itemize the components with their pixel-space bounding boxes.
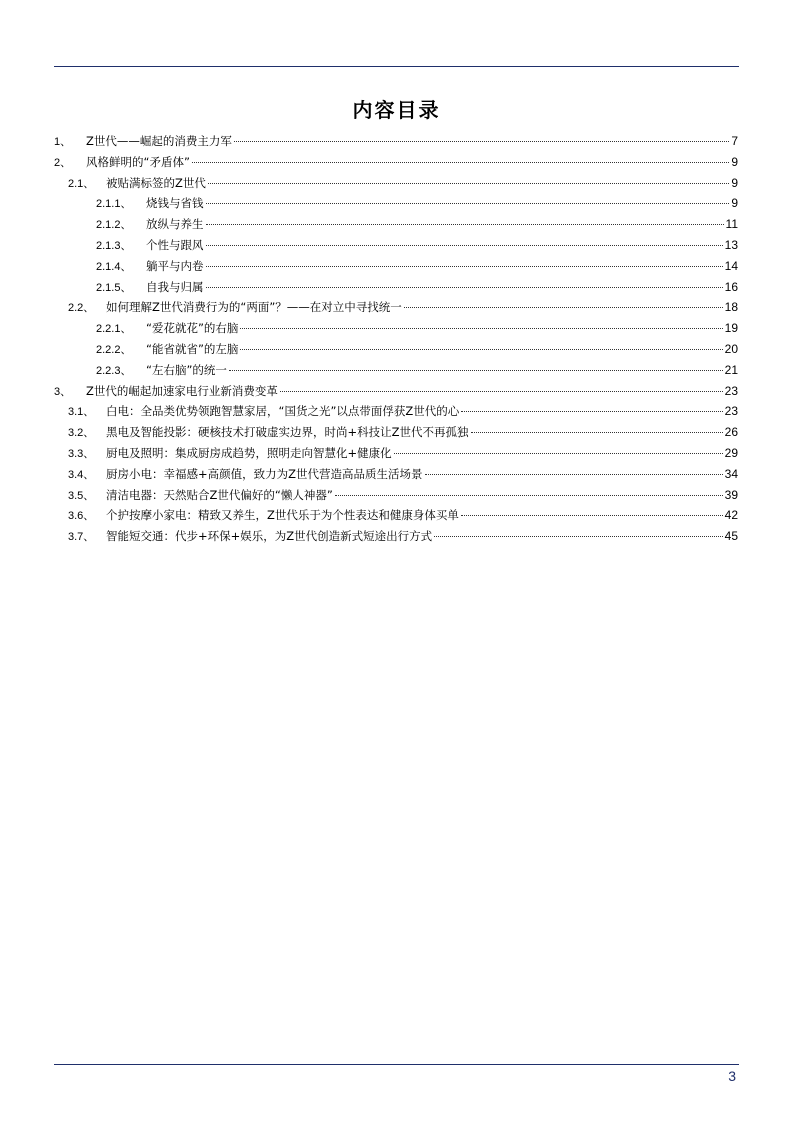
toc-entry-title: 被贴满标签的Z世代 bbox=[106, 175, 206, 190]
toc-entry-number: 1、 bbox=[54, 136, 72, 148]
toc-entry[interactable] bbox=[54, 318, 738, 339]
toc-entry-page: 9 bbox=[731, 175, 738, 190]
toc-entry-title: 如何理解Z世代消费行为的“两面”？——在对立中寻找统一 bbox=[106, 300, 402, 315]
toc-entry[interactable] bbox=[54, 173, 738, 194]
toc-leader-dots bbox=[208, 183, 729, 184]
toc-entry-page: 16 bbox=[724, 279, 738, 294]
toc-entry-title: 智能短交通：代步+环保+娱乐，为Z世代创造新式短途出行方式 bbox=[106, 529, 433, 544]
page-title: 内容目录 bbox=[352, 98, 441, 122]
toc-entry-title: 烧钱与省钱 bbox=[146, 196, 204, 211]
toc-entry[interactable] bbox=[54, 381, 738, 402]
toc-leader-dots bbox=[335, 495, 723, 496]
toc-entry-page: 39 bbox=[724, 487, 738, 502]
toc-entry-number: 3.3、 bbox=[68, 447, 95, 460]
footer-rule bbox=[54, 1064, 739, 1065]
toc-entry-page: 18 bbox=[724, 300, 738, 315]
toc-leader-dots bbox=[234, 141, 729, 142]
toc-entry[interactable] bbox=[54, 464, 738, 485]
toc-entry-number: 2.2、 bbox=[68, 302, 95, 315]
toc-entry[interactable] bbox=[54, 339, 738, 360]
toc-leader-dots bbox=[206, 287, 723, 288]
toc-entry-title: 风格鲜明的“矛盾体” bbox=[86, 154, 190, 169]
toc-leader-dots bbox=[434, 536, 722, 537]
toc-entry[interactable] bbox=[54, 152, 738, 173]
toc-entry-number: 3.7、 bbox=[68, 531, 95, 544]
toc-entry-page: 29 bbox=[724, 445, 738, 460]
toc-entry[interactable] bbox=[54, 526, 738, 547]
toc-leader-dots bbox=[394, 453, 723, 454]
toc-entry-page: 21 bbox=[724, 362, 738, 377]
toc-leader-dots bbox=[240, 349, 722, 350]
toc-entry-title: “能省就省”的左脑 bbox=[146, 341, 239, 356]
toc-entry[interactable] bbox=[54, 297, 738, 318]
toc-entry[interactable] bbox=[54, 422, 738, 443]
toc-entry-number: 2.1.3、 bbox=[96, 239, 132, 252]
toc-entry[interactable] bbox=[54, 505, 738, 526]
toc-entry-number: 2.1.2、 bbox=[96, 219, 132, 232]
toc-entry-number: 2.1.1、 bbox=[96, 198, 132, 211]
toc-entry-title: Z世代——崛起的消费主力军 bbox=[86, 134, 232, 148]
toc-entry[interactable] bbox=[54, 193, 738, 214]
toc-entry-page: 20 bbox=[724, 341, 738, 356]
toc-entry[interactable] bbox=[54, 256, 738, 277]
toc-entry-title: 厨电及照明：集成厨房成趋势，照明走向智慧化+健康化 bbox=[106, 445, 392, 460]
toc-entry-number: 2、 bbox=[54, 156, 72, 169]
toc-entry[interactable] bbox=[54, 401, 738, 422]
toc-entry-page: 23 bbox=[724, 383, 738, 398]
toc-entry-title: 躺平与内卷 bbox=[146, 258, 204, 273]
toc-entry-page: 14 bbox=[724, 258, 738, 273]
toc-entry-number: 2.1.5、 bbox=[96, 281, 132, 294]
toc-leader-dots bbox=[425, 474, 723, 475]
toc-entry-page: 9 bbox=[731, 154, 738, 169]
toc-leader-dots bbox=[229, 370, 723, 371]
toc-entry-page: 11 bbox=[725, 217, 738, 232]
toc-entry-page: 13 bbox=[724, 237, 738, 252]
header-rule bbox=[54, 66, 739, 67]
toc-entry-page: 26 bbox=[724, 425, 738, 440]
toc-entry-page: 23 bbox=[724, 404, 738, 419]
toc-leader-dots bbox=[206, 245, 723, 246]
toc-entry-title: Z世代的崛起加速家电行业新消费变革 bbox=[86, 383, 278, 398]
toc-entry-page: 45 bbox=[724, 529, 738, 544]
toc-entry-number: 3.6、 bbox=[68, 510, 95, 523]
toc-entry-title: “左右脑”的统一 bbox=[146, 362, 227, 377]
toc-entry-title: 个护按摩小家电：精致又养生，Z世代乐于为个性表达和健康身体买单 bbox=[106, 508, 459, 523]
toc-entry[interactable] bbox=[54, 214, 738, 235]
toc-leader-dots bbox=[461, 411, 722, 412]
toc-entry[interactable] bbox=[54, 485, 738, 506]
toc-entry-number: 3.5、 bbox=[68, 489, 95, 502]
toc-entry-title: 清洁电器：天然贴合Z世代偏好的“懒人神器” bbox=[106, 487, 333, 502]
toc-leader-dots bbox=[192, 162, 729, 163]
toc-entry-page: 34 bbox=[724, 466, 738, 481]
toc-entry-page: 42 bbox=[724, 508, 738, 523]
toc-entry[interactable] bbox=[54, 443, 738, 464]
toc-entry-title: 白电：全品类优势领跑智慧家居，“国货之光”以点带面俘获Z世代的心 bbox=[106, 404, 460, 419]
toc-entry-title: 个性与跟风 bbox=[146, 237, 204, 252]
toc-entry-number: 2.2.1、 bbox=[96, 323, 132, 336]
table-of-contents bbox=[54, 131, 738, 547]
toc-entry-number: 2.1.4、 bbox=[96, 260, 132, 273]
toc-entry-number: 3.2、 bbox=[68, 427, 95, 440]
toc-entry-page: 19 bbox=[724, 321, 738, 336]
toc-leader-dots bbox=[206, 203, 730, 204]
toc-entry-title: 自我与归属 bbox=[146, 279, 204, 294]
toc-entry-number: 2.2.2、 bbox=[96, 343, 132, 356]
toc-entry-page: 9 bbox=[731, 196, 738, 211]
toc-entry-number: 2.2.3、 bbox=[96, 364, 132, 377]
toc-entry-number: 3.1、 bbox=[68, 406, 95, 419]
toc-leader-dots bbox=[206, 224, 724, 225]
page-number: 3 bbox=[728, 1068, 736, 1084]
toc-entry-title: 放纵与养生 bbox=[146, 217, 204, 232]
toc-leader-dots bbox=[471, 432, 723, 433]
toc-leader-dots bbox=[206, 266, 723, 267]
toc-leader-dots bbox=[404, 307, 723, 308]
toc-entry[interactable] bbox=[54, 235, 738, 256]
toc-entry-title: 厨房小电：幸福感+高颜值，致力为Z世代营造高品质生活场景 bbox=[106, 466, 423, 481]
toc-entry-title: 黑电及智能投影：硬核技术打破虚实边界，时尚+科技让Z世代不再孤独 bbox=[106, 425, 469, 440]
toc-entry-number: 3.4、 bbox=[68, 468, 95, 481]
toc-entry-title: “爱花就花”的右脑 bbox=[146, 321, 239, 336]
toc-entry-number: 3、 bbox=[54, 385, 72, 398]
toc-entry-page: 7 bbox=[731, 134, 738, 148]
toc-leader-dots bbox=[240, 328, 722, 329]
toc-entry[interactable] bbox=[54, 277, 738, 298]
toc-entry[interactable] bbox=[54, 360, 738, 381]
toc-leader-dots bbox=[461, 515, 723, 516]
toc-entry-number: 2.1、 bbox=[68, 177, 95, 190]
toc-entry[interactable] bbox=[54, 131, 738, 152]
toc-leader-dots bbox=[280, 391, 723, 392]
